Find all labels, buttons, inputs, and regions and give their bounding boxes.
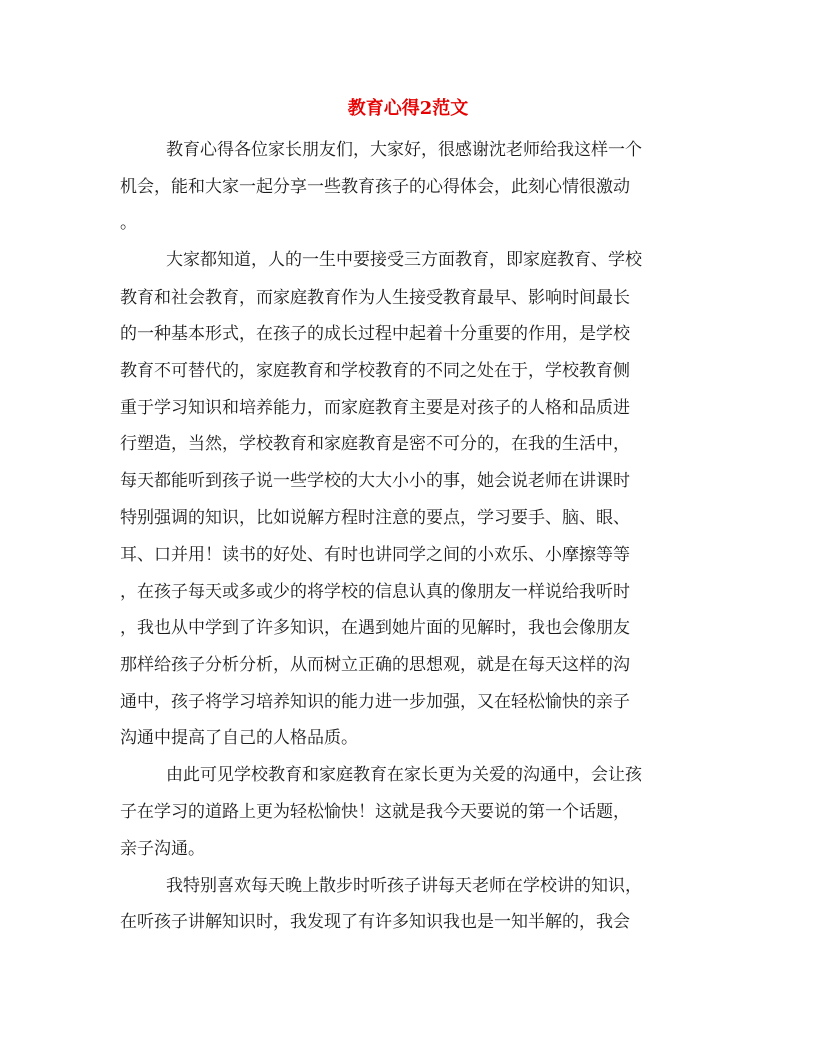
body-line: 的一种基本形式，在孩子的成长过程中起着十分重要的作用，是学校 (120, 324, 630, 344)
body-line: 行塑造，当然，学校教育和家庭教育是密不可分的，在我的生活中， (120, 434, 630, 454)
body-line: 亲子沟通。 (120, 839, 205, 859)
body-line: ，在孩子每天或多或少的将学校的信息认真的像朋友一样说给我听时 (120, 582, 630, 602)
body-line: 那样给孩子分析分析，从而树立正确的思想观，就是在每天这样的沟 (120, 655, 630, 675)
body-line: 每天都能听到孩子说一些学校的大大小小的事，她会说老师在讲课时 (120, 471, 630, 491)
body-line: 教育心得各位家长朋友们，大家好，很感谢沈老师给我这样一个 (166, 140, 642, 160)
body-line: 子在学习的道路上更为轻松愉快！这就是我今天要说的第一个话题， (120, 802, 630, 822)
document-title: 教育心得2范文 (347, 98, 469, 119)
body-line: 特别强调的知识，比如说解方程时注意的要点，学习要手、脑、眼、 (120, 508, 630, 528)
body-line: 我特别喜欢每天晚上散步时听孩子讲每天老师在学校讲的知识， (166, 876, 642, 896)
body-line: 重于学习知识和培养能力，而家庭教育主要是对孩子的人格和品质进 (120, 398, 630, 418)
body-line: 机会，能和大家一起分享一些教育孩子的心得体会，此刻心情很激动 (120, 177, 630, 197)
body-line: ，我也从中学到了许多知识，在遇到她片面的见解时，我也会像朋友 (120, 618, 630, 638)
body-line: 教育不可替代的，家庭教育和学校教育的不同之处在于，学校教育侧 (120, 361, 630, 381)
body-line: 通中，孩子将学习培养知识的能力进一步加强，又在轻松愉快的亲子 (120, 692, 630, 712)
body-line: 大家都知道，人的一生中要接受三方面教育，即家庭教育、学校 (166, 250, 642, 270)
body-line: 由此可见学校教育和家庭教育在家长更为关爱的沟通中，会让孩 (166, 765, 642, 785)
body-line: 。 (120, 213, 137, 233)
body-line: 教育和社会教育，而家庭教育作为人生接受教育最早、影响时间最长 (120, 288, 630, 308)
body-line: 在听孩子讲解知识时，我发现了有许多知识我也是一知半解的，我会 (120, 912, 630, 932)
body-line: 耳、口并用！读书的好处、有时也讲同学之间的小欢乐、小摩擦等等 (120, 545, 630, 565)
body-line: 沟通中提高了自己的人格品质。 (120, 728, 358, 748)
